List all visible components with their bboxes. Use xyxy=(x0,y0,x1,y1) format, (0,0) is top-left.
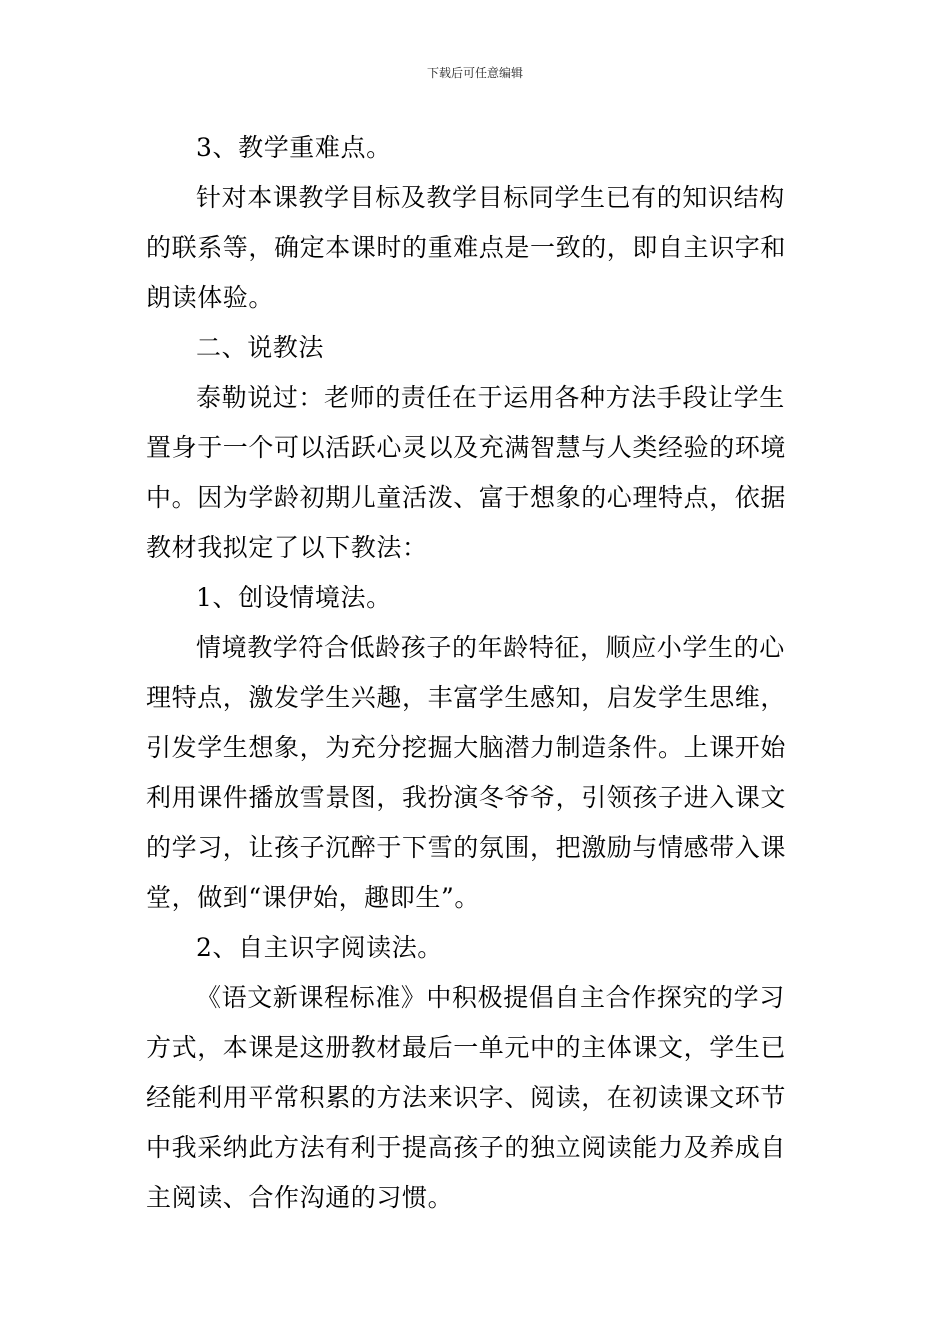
paragraph: 《语文新课程标准》中积极提倡自主合作探究的学习方式，本课是这册教材最后一单元中的主体课文，学生已经能利用平常积累的方法来识字、阅读，在初读课文环节中我采纳此方法有利于提高孩子的独立阅读能力及养成自主阅读、合作沟通的习惯。 xyxy=(146,983,787,1212)
paragraph-heading-reading-method: 2、自主识字阅读法。 xyxy=(196,933,443,962)
document-body xyxy=(146,123,810,1223)
paragraph: 泰勒说过：老师的责任在于运用各种方法手段让学生置身于一个可以活跃心灵以及充满智慧与人类经验的环境中。因为学龄初期儿童活泼、富于想象的心理特点，依据教材我拟定了以下教法： xyxy=(146,383,787,562)
paragraph-heading-key-points: 3、教学重难点。 xyxy=(196,133,392,162)
section-heading-teaching-methods: 二、说教法 xyxy=(196,333,325,362)
page-header: 下载后可任意编辑 xyxy=(426,66,523,80)
paragraph: 情境教学符合低龄孩子的年龄特征，顺应小学生的心理特点，激发学生兴趣，丰富学生感知，启发学生思维，引发学生想象，为充分挖掘大脑潜力制造条件。上课开始利用课件播放雪景图，我扮演冬爷爷，引领孩子进入课文的学习，让孩子沉醉于下雪的氛围，把激励与情感带入课堂，做到“课伊始，趣即生”。 xyxy=(146,633,787,912)
paragraph-heading-situation-method: 1、创设情境法。 xyxy=(196,583,392,612)
paragraph: 针对本课教学目标及教学目标同学生已有的知识结构的联系等，确定本课时的重难点是一致的，即自主识字和朗读体验。 xyxy=(146,183,787,312)
